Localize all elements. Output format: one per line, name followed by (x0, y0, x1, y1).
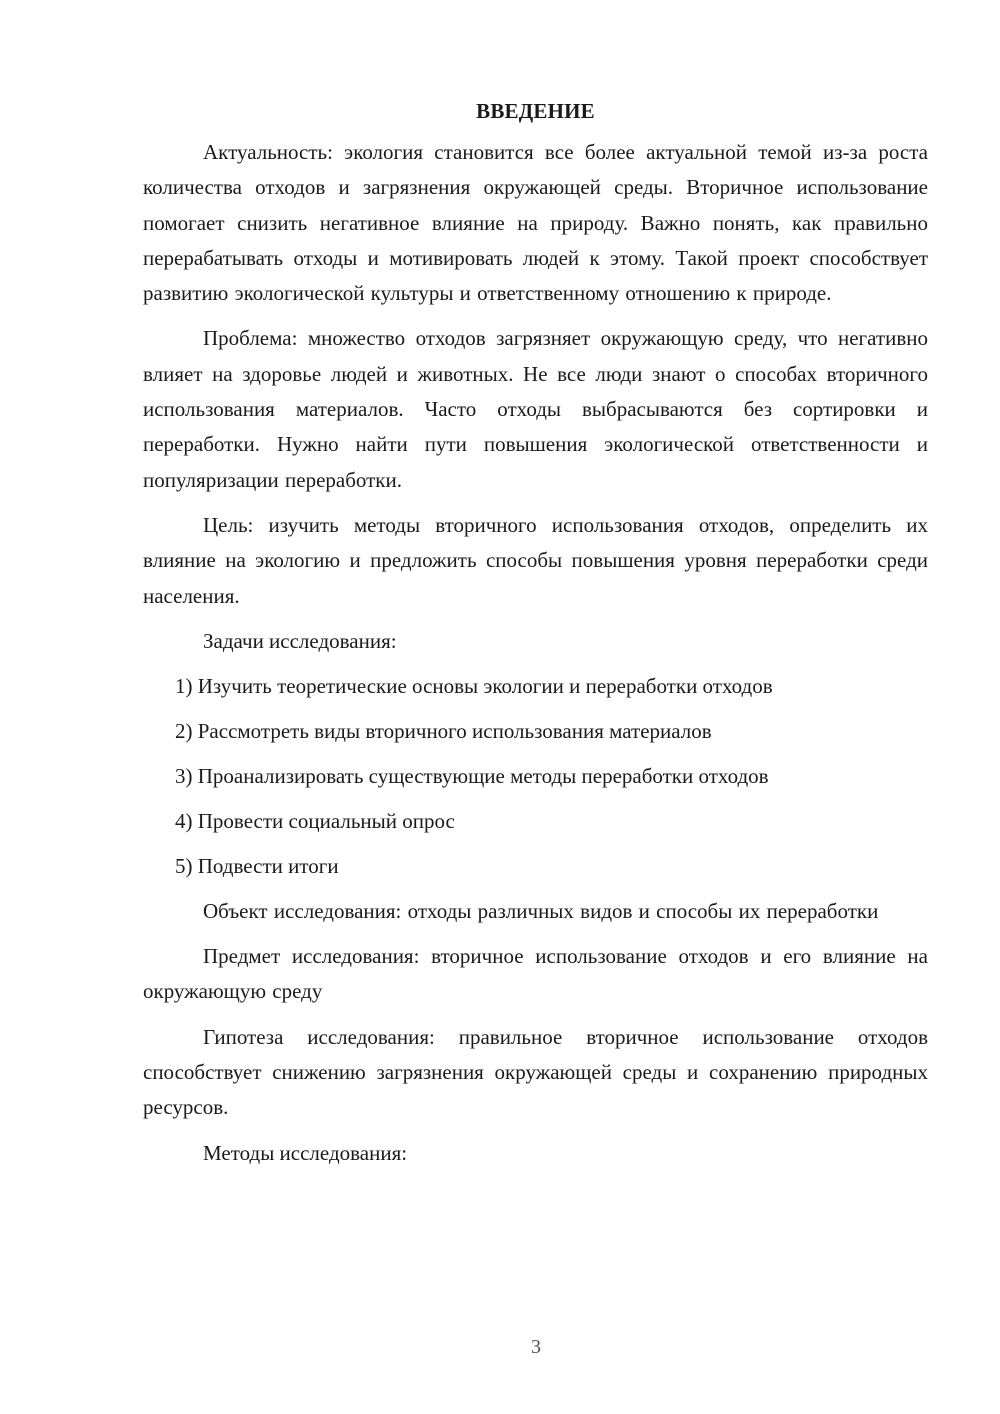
hypothesis-paragraph: Гипотеза исследования: правильное вторичное использование отходов способствует снижению загрязнения окружающей среды и сохранению природных ресурсов. (143, 1024, 928, 1120)
relevance-paragraph: Актуальность: экология становится все более актуальной темой из-за роста количества отходов и загрязнения окружающей среды. Вторичное использование помогает снизить негативное влияние на природу. Важно понять, как правильно перерабатывать отходы и мотивировать людей к этому. Такой проект способствует развитию экологической культуры и ответственному отношению к природе. (143, 140, 928, 306)
task-item: 5) Подвести итоги (175, 853, 339, 878)
goal-paragraph: Цель: изучить методы вторичного использования отходов, определить их влияние на экологию и предложить способы повышения уровня переработки среди населения. (143, 512, 928, 608)
tasks-list (143, 669, 928, 884)
subject-paragraph: Предмет исследования: вторичное использование отходов и его влияние на окружающую среду (143, 944, 928, 1004)
object-paragraph: Объект исследования: отходы различных видов и способы их переработки (203, 898, 879, 923)
task-item: 2) Рассмотреть виды вторичного использования материалов (175, 718, 712, 743)
methods-label: Методы исследования: (203, 1140, 408, 1165)
page-heading: ВВЕДЕНИЕ (476, 99, 595, 123)
task-item: 1) Изучить теоретические основы экологии и переработки отходов (175, 673, 773, 698)
page-number: 3 (531, 1336, 541, 1358)
tasks-label: Задачи исследования: (203, 628, 397, 653)
problem-paragraph: Проблема: множество отходов загрязняет окружающую среду, что негативно влияет на здоровье людей и животных. Не все люди знают о способах вторичного использования материалов. Часто отходы выбрасываются без сортировки и переработки. Нужно найти пути повышения экологической ответственности и популяризации переработки. (143, 326, 928, 492)
task-item: 4) Провести социальный опрос (175, 808, 455, 833)
task-item: 3) Проанализировать существующие методы переработки отходов (175, 763, 769, 788)
document-page (143, 96, 928, 1181)
